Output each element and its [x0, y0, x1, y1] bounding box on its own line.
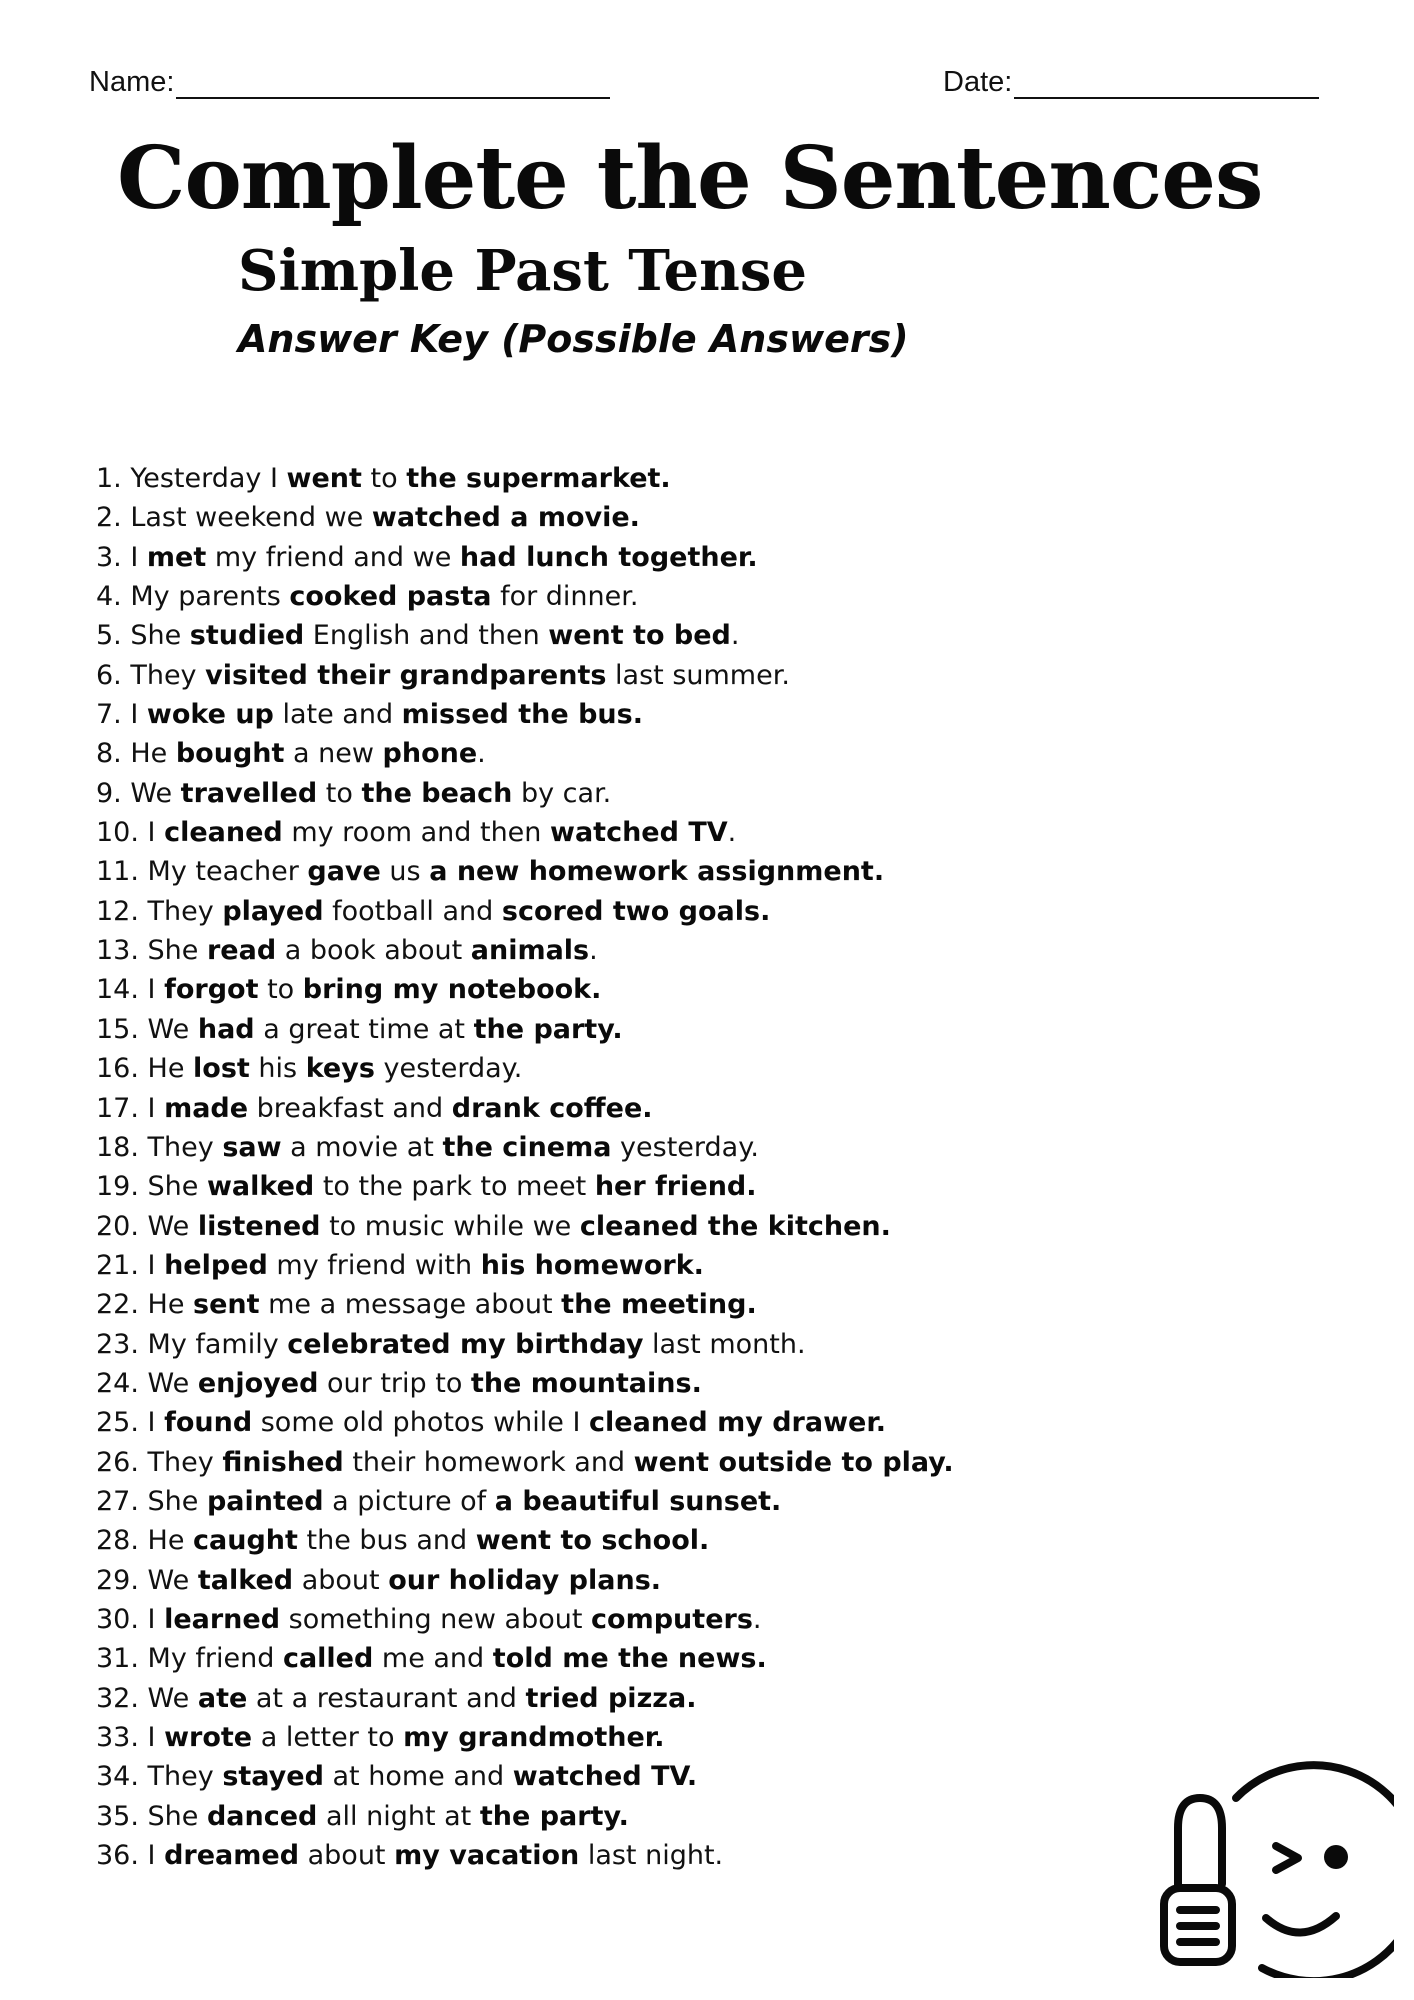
answer-text-segment: a letter to — [252, 1722, 404, 1753]
answer-item — [96, 813, 954, 852]
answer-text-segment: . — [589, 935, 598, 967]
answer-bold-segment: went to bed — [548, 620, 731, 652]
answer-item — [96, 892, 954, 931]
answer-bold-segment: listened — [197, 1210, 321, 1242]
answer-bold-segment: his homework. — [480, 1249, 704, 1281]
answer-text-segment: a great time at — [254, 1013, 474, 1045]
answer-bold-segment: talked — [197, 1564, 294, 1596]
answer-item — [96, 774, 954, 813]
answer-bold-segment: woke up — [146, 699, 274, 731]
answer-item — [96, 1561, 954, 1600]
answer-text-segment: 19. She — [96, 1171, 207, 1203]
answer-text-segment: 7. I — [96, 699, 147, 731]
answer-bold-segment: cleaned the kitchen. — [579, 1210, 891, 1242]
answer-bold-segment: made — [164, 1092, 249, 1124]
answer-bold-segment: went outside to play. — [633, 1446, 954, 1478]
answer-item — [96, 970, 954, 1009]
answer-text-segment: 27. She — [96, 1485, 207, 1517]
answer-text-segment: 20. We — [96, 1210, 198, 1242]
answer-item — [96, 1521, 954, 1560]
answer-text-segment: 33. I — [96, 1722, 165, 1753]
answer-text-segment: to the park to meet — [314, 1171, 595, 1203]
answer-bold-segment: her friend. — [594, 1171, 757, 1203]
answer-bold-segment: the supermarket. — [406, 463, 671, 494]
answer-bold-segment: a beautiful sunset. — [494, 1485, 782, 1517]
answer-text-segment: 1. Yesterday I — [96, 463, 287, 494]
answer-item — [96, 1600, 954, 1639]
name-label: Name: — [89, 66, 175, 98]
answer-text-segment: 6. They — [96, 659, 206, 691]
winking-thumbs-up-face-icon — [1158, 1758, 1394, 1978]
answer-text-segment: me a message about — [259, 1289, 562, 1321]
answer-bold-segment: walked — [206, 1171, 315, 1203]
answer-text-segment: to — [361, 463, 407, 494]
answer-bold-segment: met — [146, 541, 207, 573]
answer-text-segment: 9. We — [96, 777, 181, 809]
answer-text-segment: my friend and we — [206, 541, 460, 573]
answer-bold-segment: watched a movie. — [371, 502, 640, 534]
answer-bold-segment: animals — [470, 935, 590, 967]
answer-text-segment: a movie at — [281, 1131, 443, 1163]
answer-bold-segment: my vacation — [394, 1840, 580, 1872]
answer-bold-segment: learned — [164, 1603, 281, 1635]
date-blank-line[interactable] — [1014, 67, 1319, 99]
answer-key-label: Answer Key (Possible Answers) — [238, 317, 909, 361]
name-blank-line[interactable] — [176, 67, 610, 99]
answer-bold-segment: the mountains. — [470, 1367, 702, 1399]
answer-bold-segment: played — [222, 895, 324, 927]
answer-text-segment: their homework and — [343, 1446, 634, 1478]
answer-item — [96, 1797, 954, 1836]
answer-text-segment: a picture of — [323, 1485, 495, 1517]
answer-text-segment: 18. They — [96, 1131, 223, 1163]
answer-text-segment: . — [727, 817, 737, 849]
answer-item — [96, 1836, 954, 1875]
answer-item — [96, 1718, 954, 1757]
answer-text-segment: breakfast and — [248, 1092, 452, 1124]
answer-text-segment: 14. I — [96, 974, 165, 1006]
answer-item — [96, 1089, 954, 1128]
answer-bold-segment: bring my notebook. — [302, 974, 602, 1006]
page-subtitle: Simple Past Tense — [238, 238, 808, 304]
answer-text-segment: 2. Last weekend we — [96, 502, 372, 534]
answer-item — [96, 1010, 954, 1049]
answer-item — [96, 1679, 954, 1718]
answer-text-segment: the bus and — [297, 1525, 476, 1557]
answer-bold-segment: had lunch together. — [459, 541, 758, 573]
answer-text-segment: 4. My parents — [96, 581, 290, 613]
answer-text-segment: at a restaurant and — [247, 1682, 526, 1714]
answer-item — [96, 1639, 954, 1678]
answer-bold-segment: caught — [193, 1525, 298, 1557]
answer-bold-segment: visited their grandparents — [205, 659, 607, 691]
answer-text-segment: 5. She — [96, 620, 190, 652]
answer-bold-segment: stayed — [222, 1761, 324, 1793]
answer-text-segment: to — [317, 777, 362, 809]
answer-text-segment: 3. I — [96, 541, 147, 573]
answer-text-segment: . — [477, 738, 486, 770]
answer-bold-segment: watched TV. — [512, 1761, 698, 1793]
answer-item — [96, 459, 954, 498]
answer-bold-segment: our holiday plans. — [388, 1564, 662, 1596]
answer-item — [96, 1049, 954, 1088]
date-field[interactable] — [943, 66, 1319, 99]
answer-text-segment: to music while we — [320, 1210, 580, 1242]
answer-text-segment: 29. We — [96, 1564, 198, 1596]
answer-item — [96, 734, 954, 773]
answer-bold-segment: computers — [591, 1603, 753, 1635]
answer-item — [96, 1325, 954, 1364]
answer-bold-segment: keys — [305, 1053, 375, 1085]
answer-text-segment: 26. They — [96, 1446, 223, 1478]
answer-text-segment: 15. We — [96, 1013, 198, 1045]
answer-bold-segment: the meeting. — [561, 1289, 757, 1321]
answer-bold-segment: travelled — [180, 777, 318, 809]
answer-text-segment: last month. — [643, 1328, 806, 1360]
answer-text-segment: English and then — [304, 620, 549, 652]
answer-bold-segment: cleaned my drawer. — [589, 1407, 887, 1439]
answer-text-segment: 10. I — [96, 817, 165, 849]
answer-text-segment: last summer. — [606, 659, 790, 691]
answer-bold-segment: a new homework assignment. — [429, 856, 885, 888]
answer-text-segment: yesterday. — [611, 1131, 759, 1163]
answer-item — [96, 1285, 954, 1324]
answer-bold-segment: missed the bus. — [401, 699, 643, 731]
answer-text-segment: something new about — [280, 1603, 592, 1635]
answer-bold-segment: read — [206, 935, 277, 967]
answer-text-segment: by car. — [512, 777, 612, 809]
answer-item — [96, 498, 954, 537]
answer-bold-segment: the party. — [479, 1800, 629, 1832]
answer-text-segment: a new — [284, 738, 383, 770]
answer-text-segment: about — [293, 1564, 389, 1596]
answer-text-segment: me and — [373, 1643, 493, 1675]
answer-item — [96, 1443, 954, 1482]
answer-bold-segment: finished — [222, 1446, 344, 1478]
answer-item — [96, 695, 954, 734]
answer-bold-segment: forgot — [164, 974, 259, 1006]
answer-bold-segment: wrote — [164, 1722, 253, 1753]
answer-bold-segment: watched TV — [550, 817, 728, 849]
answer-text-segment: 17. I — [96, 1092, 165, 1124]
answer-text-segment: yesterday. — [374, 1053, 523, 1085]
answer-text-segment: 16. He — [96, 1053, 194, 1085]
answer-bold-segment: gave — [307, 856, 381, 888]
answer-text-segment: 31. My friend — [96, 1643, 283, 1675]
answer-text-segment: us — [380, 856, 430, 888]
answer-item — [96, 1167, 954, 1206]
answer-text-segment: . — [752, 1603, 762, 1635]
answer-bold-segment: studied — [189, 620, 305, 652]
answer-bold-segment: celebrated my birthday — [287, 1328, 644, 1360]
answer-bold-segment: danced — [206, 1800, 318, 1832]
answer-text-segment: . — [730, 620, 740, 652]
answer-text-segment: 24. We — [96, 1367, 198, 1399]
answer-bold-segment: tried pizza. — [525, 1682, 697, 1714]
answer-item — [96, 538, 954, 577]
answer-text-segment: football and — [323, 895, 502, 927]
answer-bold-segment: the beach — [361, 777, 513, 809]
answer-text-segment: his — [249, 1053, 306, 1085]
answer-text-segment: my room and then — [282, 817, 550, 849]
answer-item — [96, 852, 954, 891]
name-field[interactable] — [89, 66, 610, 99]
answer-item — [96, 931, 954, 970]
answer-text-segment: 21. I — [96, 1249, 165, 1281]
answer-text-segment: 34. They — [96, 1761, 223, 1793]
answer-text-segment: for dinner. — [491, 581, 639, 613]
answer-item — [96, 1246, 954, 1285]
answer-text-segment: 32. We — [96, 1682, 198, 1714]
answer-text-segment: 11. My teacher — [96, 856, 308, 888]
answer-text-segment: 22. He — [96, 1289, 194, 1321]
answer-text-segment: at home and — [323, 1761, 513, 1793]
answer-text-segment: 35. She — [96, 1800, 207, 1832]
answer-item — [96, 1364, 954, 1403]
answer-bold-segment: bought — [175, 738, 285, 770]
answer-bold-segment: scored two goals. — [501, 895, 771, 927]
answer-text-segment: 8. He — [96, 738, 176, 770]
date-label: Date: — [943, 66, 1013, 98]
answer-bold-segment: ate — [197, 1682, 248, 1714]
answer-bold-segment: the cinema — [442, 1131, 612, 1163]
answer-bold-segment: helped — [164, 1249, 268, 1281]
answer-text-segment: late and — [273, 699, 402, 731]
answer-text-segment: 23. My family — [96, 1328, 288, 1360]
answer-item — [96, 616, 954, 655]
answer-text-segment: 30. I — [96, 1603, 165, 1635]
answer-text-segment: all night at — [317, 1800, 480, 1832]
answer-item — [96, 1403, 954, 1442]
answer-bold-segment: saw — [222, 1131, 282, 1163]
answer-text-segment: to — [258, 974, 303, 1006]
answer-item — [96, 577, 954, 616]
answer-bold-segment: called — [282, 1643, 374, 1675]
answer-item — [96, 1207, 954, 1246]
answer-bold-segment: painted — [206, 1485, 324, 1517]
answer-list — [96, 459, 954, 1875]
answer-bold-segment: dreamed — [164, 1840, 300, 1872]
answer-text-segment: about — [299, 1840, 395, 1872]
answer-text-segment: some old photos while I — [252, 1407, 590, 1439]
answer-bold-segment: found — [164, 1407, 253, 1439]
answer-bold-segment: enjoyed — [197, 1367, 319, 1399]
answer-bold-segment: had — [197, 1013, 255, 1045]
answer-text-segment: our trip to — [318, 1367, 471, 1399]
answer-bold-segment: my grandmother. — [403, 1722, 665, 1753]
page-title: Complete the Sentences — [117, 128, 1263, 229]
answer-bold-segment: cleaned — [164, 817, 283, 849]
answer-text-segment: 12. They — [96, 895, 223, 927]
answer-item — [96, 1128, 954, 1167]
answer-item — [96, 1482, 954, 1521]
answer-bold-segment: went — [286, 463, 362, 494]
answer-bold-segment: sent — [193, 1289, 260, 1321]
answer-bold-segment: lost — [193, 1053, 250, 1085]
answer-text-segment: my friend with — [267, 1249, 481, 1281]
answer-text-segment: 13. She — [96, 935, 207, 967]
answer-item — [96, 656, 954, 695]
answer-item — [96, 1757, 954, 1796]
answer-text-segment: 36. I — [96, 1840, 165, 1872]
answer-bold-segment: the party. — [473, 1013, 623, 1045]
answer-bold-segment: cooked pasta — [289, 581, 492, 613]
answer-text-segment: a book about — [276, 935, 471, 967]
answer-bold-segment: drank coffee. — [451, 1092, 653, 1124]
answer-bold-segment: told me the news. — [492, 1643, 767, 1675]
answer-bold-segment: went to school. — [475, 1525, 710, 1557]
answer-text-segment: 28. He — [96, 1525, 194, 1557]
answer-text-segment: last night. — [579, 1840, 724, 1872]
answer-bold-segment: phone — [382, 738, 478, 770]
answer-text-segment: 25. I — [96, 1407, 165, 1439]
